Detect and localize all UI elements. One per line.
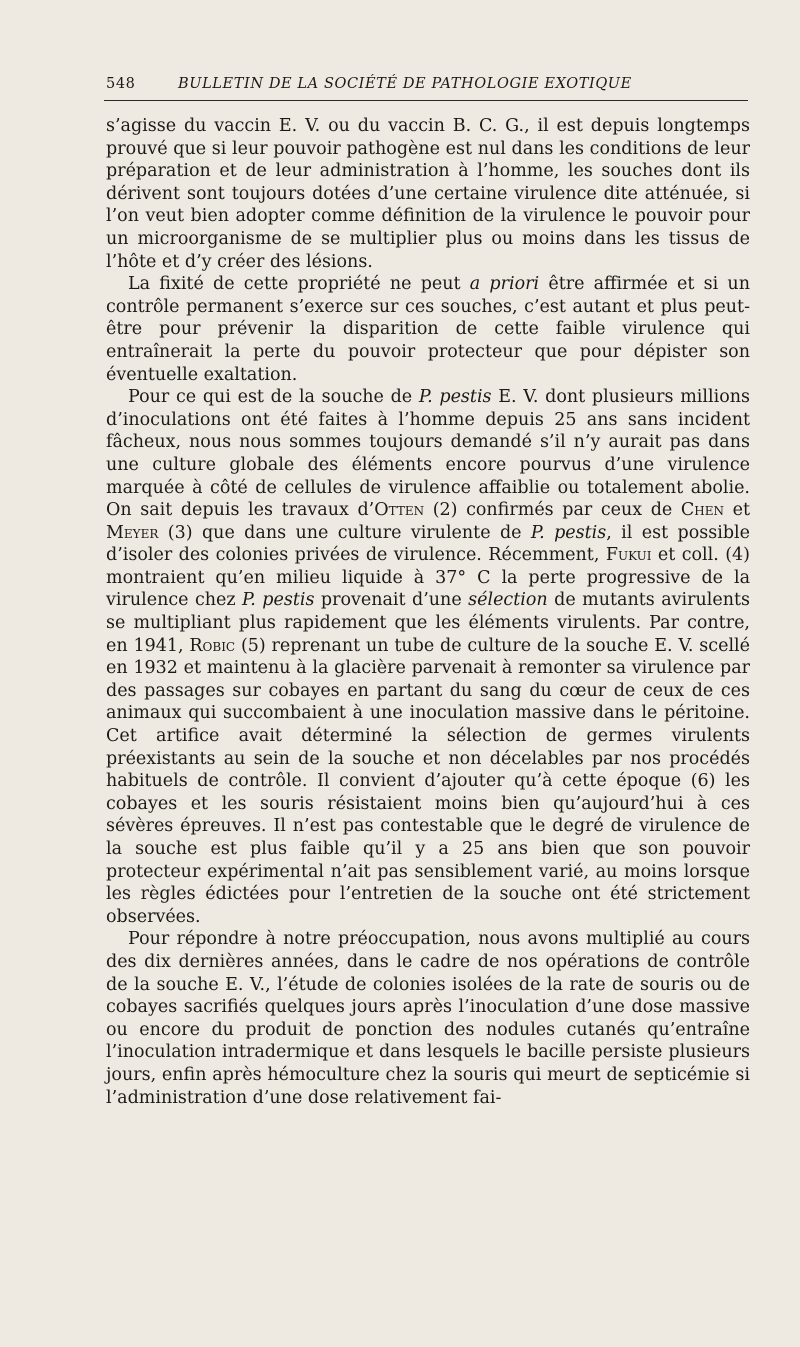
p3-segment: E. V. dont plusieurs millions d’inoculations ont été faites à l’homme depuis 25 ans sans incident fâcheux, nous nous sommes toujours demandé s’il n’y aurait pas dans une culture globale des éléments encore pourvus d’une virulence marquée à côté de cellules de virulence affaiblie ou totalement abolie. On sait depuis les travaux d’: [106, 387, 750, 521]
p3-segment: (3) que dans une culture virulente de: [158, 522, 531, 543]
p3-segment: , il est possible d’isoler des colonies privées de virulence. Récemment,: [106, 522, 750, 566]
author-name: Fukui: [605, 545, 652, 566]
journal-title: BULLETIN DE LA SOCIÉTÉ DE PATHOLOGIE EXOTIQUE: [178, 76, 632, 92]
page-number: 548: [106, 76, 136, 92]
author-name: Otten: [374, 500, 425, 521]
paragraph-2-text-a: La fixité de cette propriété ne peut: [128, 274, 470, 295]
paragraph-3: [106, 386, 750, 928]
emphasis-text: sélection: [468, 590, 548, 611]
paragraph-1: s’agisse du vaccin E. V. ou du vaccin B. C. G., il est depuis longtemps prouvé que si leur pouvoir pathogène est nul dans les conditions de leur préparation et de leur administration à l’homme, les souches dont ils dérivent sont toujours dotées d’une certaine virulence dite atténuée, si l’on veut bien adopter comme définition de la virulence le pouvoir pour un microorganisme de se multiplier plus ou moins dans les tissus de l’hôte et d’y créer des lésions.: [106, 116, 750, 272]
species-name: P. pestis: [530, 522, 607, 543]
p3-segment: de mutants avirulents se multipliant plus rapidement que les éléments virulents. Par contre, en 1941,: [106, 590, 750, 656]
running-header: [106, 70, 746, 100]
p3-segment: et coll. (4) montraient qu’en milieu liquide à 37° C la perte progressive de la virulence chez: [106, 545, 750, 611]
p3-segment: provenait d’une: [314, 590, 469, 611]
header-rule: [104, 100, 748, 101]
species-name: P. pestis: [242, 590, 315, 611]
paragraph-2-italic: a priori: [469, 274, 540, 295]
p3-segment: Pour ce qui est de la souche de: [128, 387, 419, 408]
article-body: [106, 115, 750, 1109]
paragraph-2: [106, 273, 750, 386]
p3-segment: (2) confirmés par ceux de: [424, 500, 681, 521]
paragraph-2-text-c: être affirmée et si un contrôle permanent s’exerce sur ces souches, c’est autant et plus peut-être pour prévenir la disparition de cette faible virulence qui entraînerait la perte du pouvoir protecteur que pour dépister son éventuelle exaltation.: [106, 274, 750, 385]
author-name: Meyer: [106, 522, 159, 543]
species-name: P. pestis: [418, 387, 492, 408]
p3-segment: (5) reprenant un tube de culture de la souche E. V. scellé en 1932 et maintenu à la glacière parvenait à remonter sa virulence par des passages sur cobayes en partant du sang du cœur de ceux de ces animaux qui succombaient à une inoculation massive dans le péritoine. Cet artifice avait déterminé la sélection de germes virulents préexistants au sein de la souche et non décelables par nos procédés habituels de contrôle. Il convient d’ajouter qu’à cette époque (6) les cobayes et les souris résistaient moins bien qu’aujourd’hui à ces sévères épreuves. Il n’est pas contestable que le degré de virulence de la souche est plus faible qu’il y a 25 ans bien que son pouvoir protecteur expérimental n’ait pas sensiblement varié, au moins lorsque les règles édictées pour l’entretien de la souche ont été strictement observées.: [106, 635, 750, 927]
p3-segment: et: [724, 500, 750, 521]
author-name: Robic: [189, 635, 236, 656]
author-name: Chen: [680, 500, 725, 521]
paragraph-4: Pour répondre à notre préoccupation, nous avons multiplié au cours des dix dernières années, dans le cadre de nos opérations de contrôle de la souche E. V., l’étude de colonies isolées de la rate de souris ou de cobayes sacrifiés quelques jours après l’inoculation d’une dose massive ou encore du produit de ponction des nodules cutanés qu’entraîne l’inoculation intradermique et dans lesquels le bacille persiste plusieurs jours, enfin après hémoculture chez la souris qui meurt de septicémie si l’administration d’une dose relativement fai-: [106, 929, 750, 1108]
